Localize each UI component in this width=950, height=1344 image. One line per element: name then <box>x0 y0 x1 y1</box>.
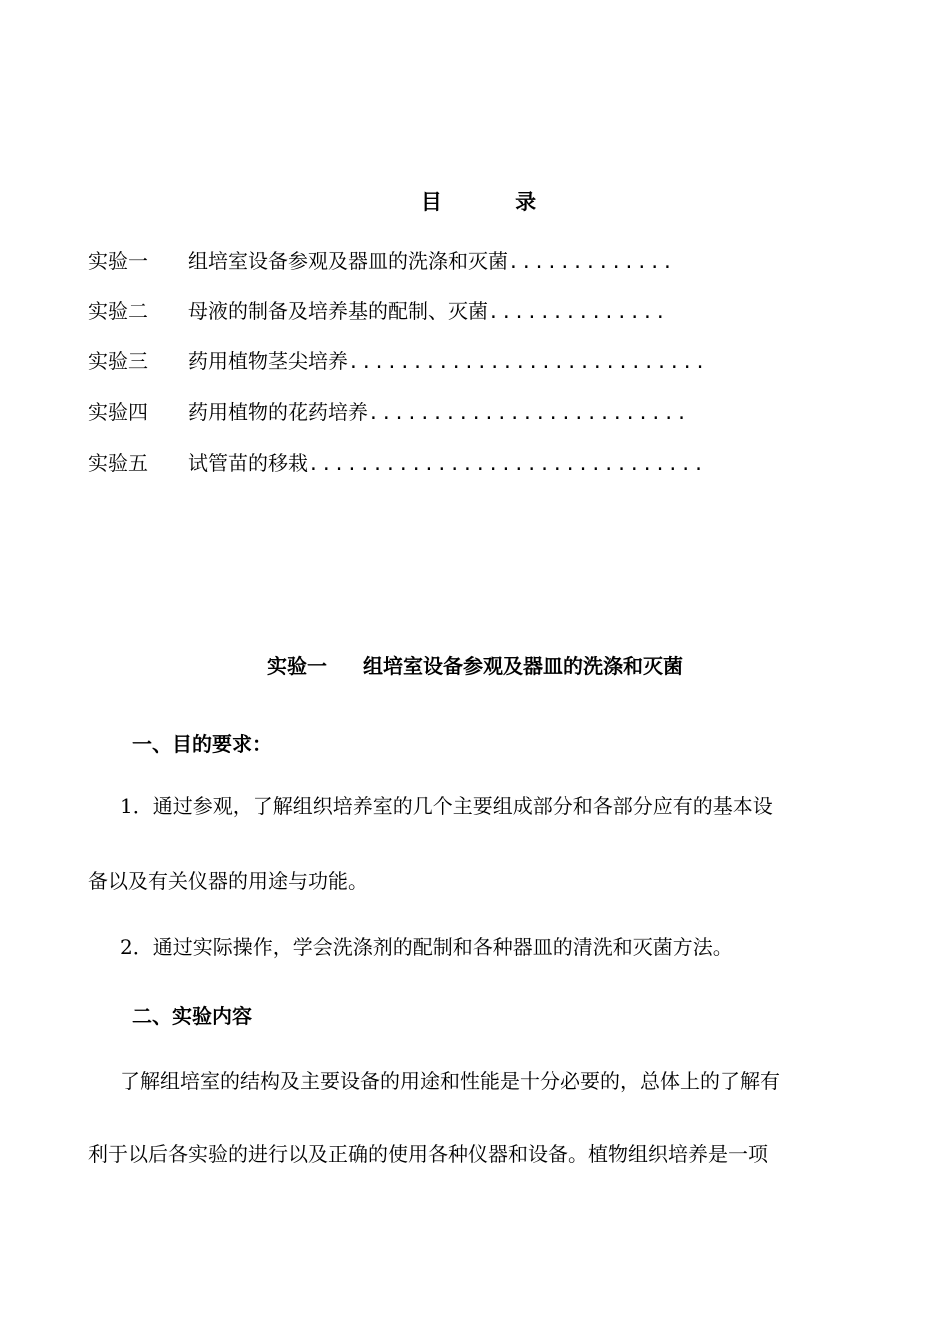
objective-item-1-line-2: 备以及有关仪器的用途与功能。 <box>88 869 368 893</box>
toc-entry[interactable] <box>88 448 706 478</box>
toc-entry[interactable] <box>88 246 675 276</box>
toc-entry-name: 药用植物的花药培养 <box>188 400 368 424</box>
toc-entry-name: 组培室设备参观及器皿的洗涤和灭菌 <box>188 249 508 273</box>
toc-entry-number: 实验五 <box>88 451 148 475</box>
section-number: 实验一 <box>267 654 327 678</box>
section-name: 组培室设备参观及器皿的洗涤和灭菌 <box>363 654 683 678</box>
toc-entry[interactable] <box>88 296 668 326</box>
toc-entry-leader: ......................... <box>368 403 689 424</box>
section-title <box>0 650 950 679</box>
toc-entry-number: 实验二 <box>88 299 148 323</box>
toc-entry-name: 药用植物茎尖培养 <box>188 349 348 373</box>
objective-item-2: 2．通过实际操作，学会洗涤剂的配制和各种器皿的清洗和灭菌方法。 <box>120 935 733 959</box>
toc-entry-number: 实验四 <box>88 400 148 424</box>
toc-entry-name: 试管苗的移栽 <box>188 451 308 475</box>
content-paragraph-line-2: 利于以后各实验的进行以及正确的使用各种仪器和设备。植物组织培养是一项 <box>88 1142 768 1166</box>
toc-entry-leader: .............. <box>488 302 668 323</box>
toc-entry-number: 实验一 <box>88 249 148 273</box>
toc-entry[interactable] <box>88 346 707 376</box>
toc-entry-leader: ............. <box>508 252 675 273</box>
toc-entry-number: 实验三 <box>88 349 148 373</box>
heading-content: 二、实验内容 <box>132 1004 252 1028</box>
objective-item-1-line-1: 1．通过参观，了解组织培养室的几个主要组成部分和各部分应有的基本设 <box>120 794 773 818</box>
toc-entry-name: 母液的制备及培养基的配制、灭菌 <box>188 299 488 323</box>
toc-entry-leader: ............................ <box>348 352 708 373</box>
toc-entry[interactable] <box>88 397 689 427</box>
content-paragraph-line-1: 了解组培室的结构及主要设备的用途和性能是十分必要的，总体上的了解有 <box>120 1069 780 1093</box>
toc-title: 目 录 <box>420 189 570 214</box>
heading-objectives: 一、目的要求： <box>132 732 272 756</box>
toc-entry-leader: ............................... <box>308 454 706 475</box>
